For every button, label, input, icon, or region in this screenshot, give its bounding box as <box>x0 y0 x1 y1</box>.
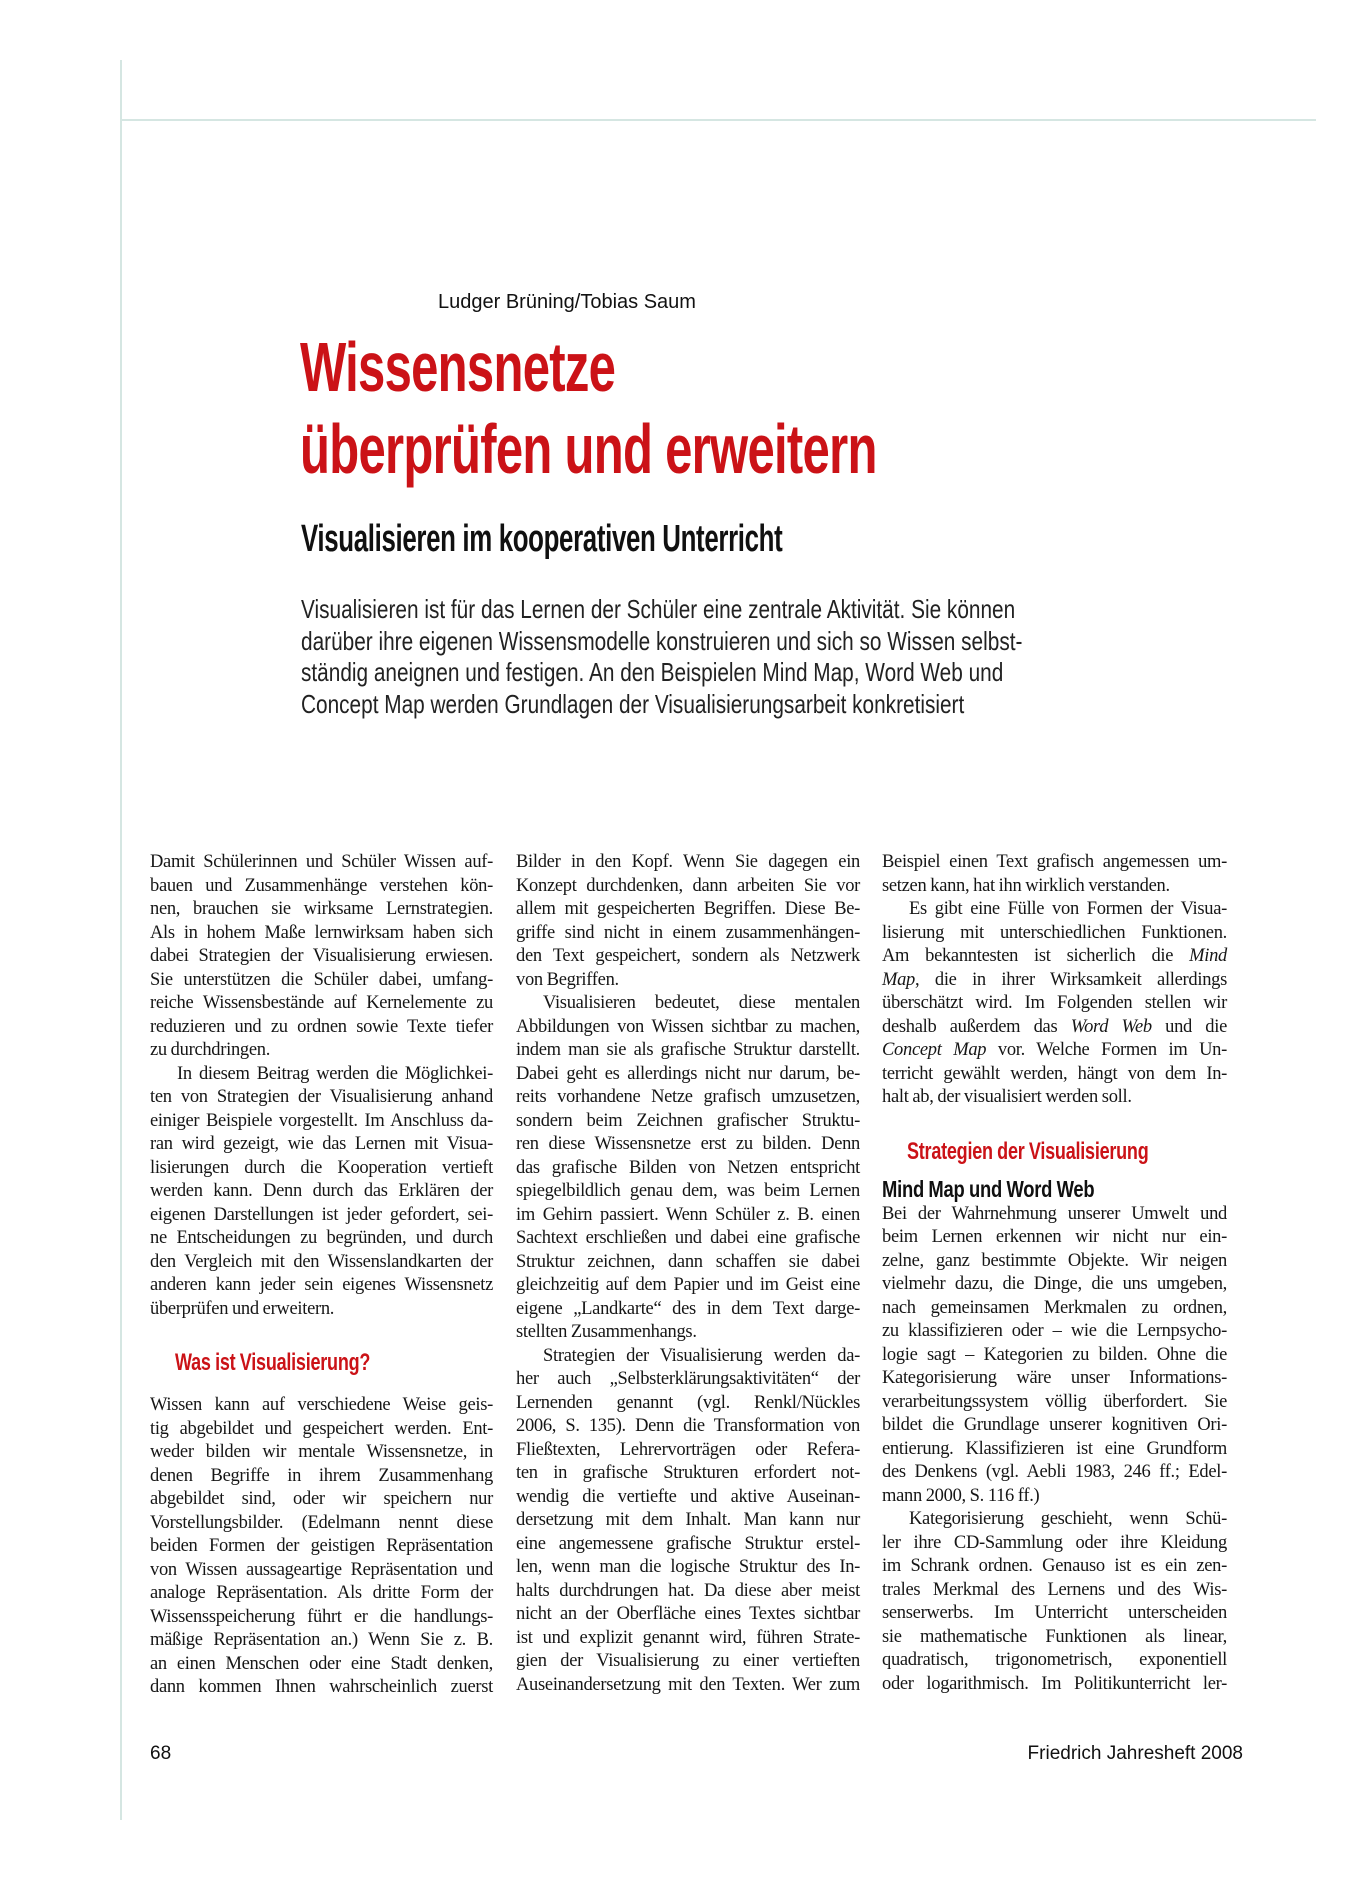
body-line: zelne, ganz bestimmte Objekte. Wir neigen <box>882 1250 1227 1271</box>
body-line: stellten Zusammenhangs. <box>516 1322 697 1342</box>
body-line: eigene „Landkarte“ des in dem Text darge- <box>516 1298 860 1319</box>
body-line: Dabei geht es allerdings nicht nur darum, be- <box>516 1063 860 1084</box>
body-line: bauen und Zusammenhänge verstehen kön- <box>150 875 493 896</box>
journal-name: Friedrich Jahresheft 2008 <box>1027 1743 1243 1764</box>
body-line: Lernenden genannt (vgl. Renkl/Nückles <box>516 1392 860 1413</box>
body-line: überschätzt wird. Im Folgenden stellen wir <box>882 993 1227 1013</box>
body-line: nach gemeinsamen Merkmalen zu ordnen, <box>882 1297 1227 1318</box>
body-line: dann kommen Ihnen wahrscheinlich zuerst <box>150 1677 493 1697</box>
body-line: mann 2000, S. 116 ff.) <box>882 1485 1040 1506</box>
body-line: Sie unterstützen die Schüler dabei, umfang- <box>150 969 493 990</box>
body-line: Damit Schülerinnen und Schüler Wissen auf- <box>150 852 493 872</box>
body-line: nen, brauchen sie wirksame Lernstrategien. <box>150 899 493 919</box>
article-title-line1: Wissensnetze <box>300 328 616 406</box>
body-line: reduzieren und zu ordnen sowie Texte tiefer <box>150 1016 493 1037</box>
body-line: Bilder in den Kopf. Wenn Sie dagegen ein <box>516 852 860 872</box>
body-line: oder logarithmisch. Im Politikunterricht ler- <box>882 1673 1227 1694</box>
body-line: von Begriffen. <box>516 969 619 990</box>
lead-line: ständig aneignen und festigen. An den Beispielen Mind Map, Word Web und <box>301 657 1004 688</box>
body-line: des Denkens (vgl. Aebli 1983, 246 ff.; Edel- <box>882 1462 1227 1482</box>
body-line: entierung. Klassifizieren ist eine Grundform <box>882 1438 1227 1459</box>
body-line: Kategorisierung wäre unser Informations- <box>882 1368 1227 1388</box>
body-line: Strategien der Visualisierung werden da- <box>543 1345 860 1366</box>
body-line: dersetzung mit dem Inhalt. Man kann nur <box>516 1510 860 1530</box>
body-line: tig abgebildet und gespeichert werden. Ent- <box>150 1418 493 1439</box>
body-line: Bei der Wahrnehmung unserer Umwelt und <box>882 1203 1227 1224</box>
body-line: terricht gewählt werden, hängt von dem In- <box>882 1063 1227 1084</box>
body-line: trales Merkmal des Lernens und des Wis- <box>882 1579 1227 1600</box>
body-line: ne Entscheidungen zu begründen, und durch <box>150 1228 493 1248</box>
body-line: werden kann. Denn durch das Erklären der <box>150 1181 493 1201</box>
body-line: verarbeitungssystem völlig überfordert. Sie <box>882 1391 1227 1412</box>
body-line: anderen kann jeder sein eigenes Wissensnetz <box>150 1275 493 1295</box>
body-line: Wissensspeicherung führt er die handlungs- <box>150 1606 493 1627</box>
body-line: senserwerbs. Im Unterricht unterscheiden <box>882 1603 1227 1623</box>
body-line: Concept Map vor. Welche Formen im Un- <box>882 1040 1227 1060</box>
body-line: Sachtext erschließen und dabei eine grafische <box>516 1228 860 1248</box>
body-line: Konzept durchdenken, dann arbeiten Sie vor <box>516 875 860 896</box>
body-line: indem man sie als grafische Struktur darstellt. <box>516 1040 860 1060</box>
body-line: Kategorisierung geschieht, wenn Schü- <box>909 1509 1227 1529</box>
top-margin-rule <box>120 119 1316 121</box>
body-line: deshalb außerdem das Word Web und die <box>882 1016 1228 1037</box>
lead-paragraph <box>301 594 1022 721</box>
body-line: lisierungen durch die Kooperation vertieft <box>150 1157 493 1178</box>
lead-line: darüber ihre eigenen Wissensmodelle konstruieren und sich so Wissen selbst- <box>301 625 1023 656</box>
body-line: Es gibt eine Fülle von Formen der Visua- <box>909 899 1227 919</box>
body-line: setzen kann, hat ihn wirklich verstanden. <box>882 875 1170 896</box>
body-line: eigenen Darstellungen ist jeder gefordert, sei- <box>150 1204 493 1225</box>
body-line: mäßige Repräsentation an.) Wenn Sie z. B. <box>150 1630 493 1650</box>
body-line: ran wird gezeigt, wie das Lernen mit Visua- <box>150 1134 493 1154</box>
body-line: beiden Formen der geistigen Repräsentation <box>150 1536 493 1556</box>
body-line: Beispiel einen Text grafisch angemessen um- <box>882 852 1227 872</box>
body-line: im Gehirn passiert. Wenn Schüler z. B. einen <box>516 1204 860 1225</box>
body-line: halt ab, der visualisiert werden soll. <box>882 1087 1132 1107</box>
body-line: den Vergleich mit den Wissenslandkarten der <box>150 1251 493 1272</box>
body-line: abgebildet sind, oder wir speichern nur <box>150 1489 493 1509</box>
body-line: sondern beim Zeichnen grafischer Struktu- <box>516 1110 860 1131</box>
body-line: Wissen kann auf verschiedene Weise geis- <box>150 1395 493 1415</box>
body-line: gien der Visualisierung zu einer vertieften <box>516 1651 860 1671</box>
body-line: logie sagt – Kategorien zu bilden. Ohne die <box>882 1344 1227 1365</box>
body-line: reits vorhandene Netze grafisch umzusetzen, <box>516 1087 860 1107</box>
body-line: halts durchdrungen hat. Da diese aber meist <box>516 1580 860 1601</box>
body-line: Auseinandersetzung mit den Texten. Wer zum <box>516 1674 860 1695</box>
body-line: Vorstellungsbilder. (Edelmann nennt diese <box>150 1512 493 1533</box>
lead-line: Visualisieren ist für das Lernen der Schüler eine zentrale Aktivität. Sie können <box>301 594 1016 624</box>
lead-line: Concept Map werden Grundlagen der Visualisierungsarbeit konkretisiert <box>301 689 965 720</box>
body-line: den Text gespeichert, sondern als Netzwerk <box>516 946 860 966</box>
body-line: von Wissen aussageartige Repräsentation und <box>150 1559 493 1580</box>
body-line: denen Begriffe in ihrem Zusammenhang <box>150 1465 493 1486</box>
body-line: Als in hohem Maße lernwirksam haben sich <box>150 922 493 943</box>
body-line: ler ihre CD-Sammlung oder ihre Kleidung <box>882 1532 1227 1553</box>
authors-line: Ludger Brüning/Tobias Saum <box>438 291 696 313</box>
body-line: In diesem Beitrag werden die Möglichkei- <box>177 1063 493 1084</box>
body-line: Visualisieren bedeutet, diese mentalen <box>543 993 860 1013</box>
text-column-1 <box>150 851 493 1700</box>
body-line: Abbildungen von Wissen sichtbar zu machen, <box>516 1016 860 1037</box>
body-line: analoge Repräsentation. Als dritte Form der <box>150 1583 493 1603</box>
body-line: len, wenn man die logische Struktur des In- <box>516 1557 860 1577</box>
body-line: bildet die Grundlage unserer kognitiven Ori- <box>882 1415 1227 1435</box>
body-line: Fließtexten, Lehrervorträgen oder Refera- <box>516 1439 860 1460</box>
body-line: 2006, S. 135). Denn die Transformation von <box>516 1416 860 1436</box>
body-line: her auch „Selbsterklärungsaktivitäten“ der <box>516 1369 860 1389</box>
body-line: zu klassifizieren oder – wie die Lernpsycho- <box>882 1321 1227 1341</box>
body-line: lisierung mit unterschiedlichen Funktionen. <box>882 922 1227 943</box>
body-line: quadratisch, trigonometrisch, exponentiell <box>882 1650 1227 1670</box>
footer <box>150 1743 1243 1765</box>
body-line: ten von Strategien der Visualisierung anhand <box>150 1087 493 1107</box>
body-line: überprüfen und erweitern. <box>150 1298 335 1319</box>
body-line: gleichzeitig auf dem Papier und im Geist eine <box>516 1275 860 1295</box>
text-column-2 <box>516 851 860 1697</box>
body-line: Struktur zeichnen, dann schaffen sie dabei <box>516 1251 860 1272</box>
page-number: 68 <box>150 1743 172 1764</box>
body-line: sie mathematische Funktionen als linear, <box>882 1626 1227 1647</box>
body-line: nicht an der Oberfläche eines Textes sichtbar <box>516 1604 860 1624</box>
body-line: griffe sind nicht in einem zusammenhängen- <box>516 922 860 943</box>
body-line: zu durchdringen. <box>150 1040 271 1060</box>
body-line: wendig die vertiefte und aktive Auseinan- <box>516 1486 860 1507</box>
article-title <box>300 326 877 490</box>
section-heading-red: Strategien der Visualisierung <box>907 1137 1149 1165</box>
body-line: spiegelbildlich genau dem, was beim Lernen <box>516 1181 860 1201</box>
body-line: allem mit gespeicherten Begriffen. Diese Be- <box>516 899 860 919</box>
body-line: an einen Menschen oder eine Stadt denken, <box>150 1653 493 1674</box>
body-line: im Schrank ordnen. Genauso ist es ein zen- <box>882 1556 1227 1576</box>
body-line: reiche Wissensbestände auf Kernelemente zu <box>150 993 493 1013</box>
body-line: das grafische Bilden von Netzen entspricht <box>516 1157 860 1178</box>
article-subtitle: Visualisieren im kooperativen Unterricht <box>301 518 783 560</box>
body-line: einiger Beispiele vorgestellt. Im Anschluss da- <box>150 1110 493 1131</box>
body-line: weder bilden wir mentale Wissensnetze, in <box>150 1442 493 1462</box>
body-line: ist und explizit genannt wird, führen Strate- <box>516 1627 860 1648</box>
body-line: Am bekanntesten ist sicherlich die Mind <box>882 946 1227 966</box>
body-line: eine angemessene grafische Struktur erstel- <box>516 1533 860 1554</box>
body-line: Map, die in ihrer Wirksamkeit allerdings <box>882 969 1227 990</box>
text-column-3 <box>882 851 1227 1696</box>
left-margin-rule <box>120 60 122 1820</box>
body-line: vielmehr dazu, die Dinge, die uns umgeben, <box>882 1274 1227 1294</box>
body-line: ren diese Wissensnetze erst zu bilden. Denn <box>516 1134 860 1154</box>
section-heading-red: Was ist Visualisierung? <box>175 1349 371 1376</box>
body-line: dabei Strategien der Visualisierung erwiesen. <box>150 946 493 966</box>
article-title-line2: überprüfen und erweitern <box>300 410 877 488</box>
sub-heading-bold: Mind Map und Word Web <box>882 1175 1095 1202</box>
body-line: beim Lernen erkennen wir nicht nur ein- <box>882 1227 1227 1247</box>
body-line: ten in grafische Strukturen erfordert not- <box>516 1463 860 1483</box>
